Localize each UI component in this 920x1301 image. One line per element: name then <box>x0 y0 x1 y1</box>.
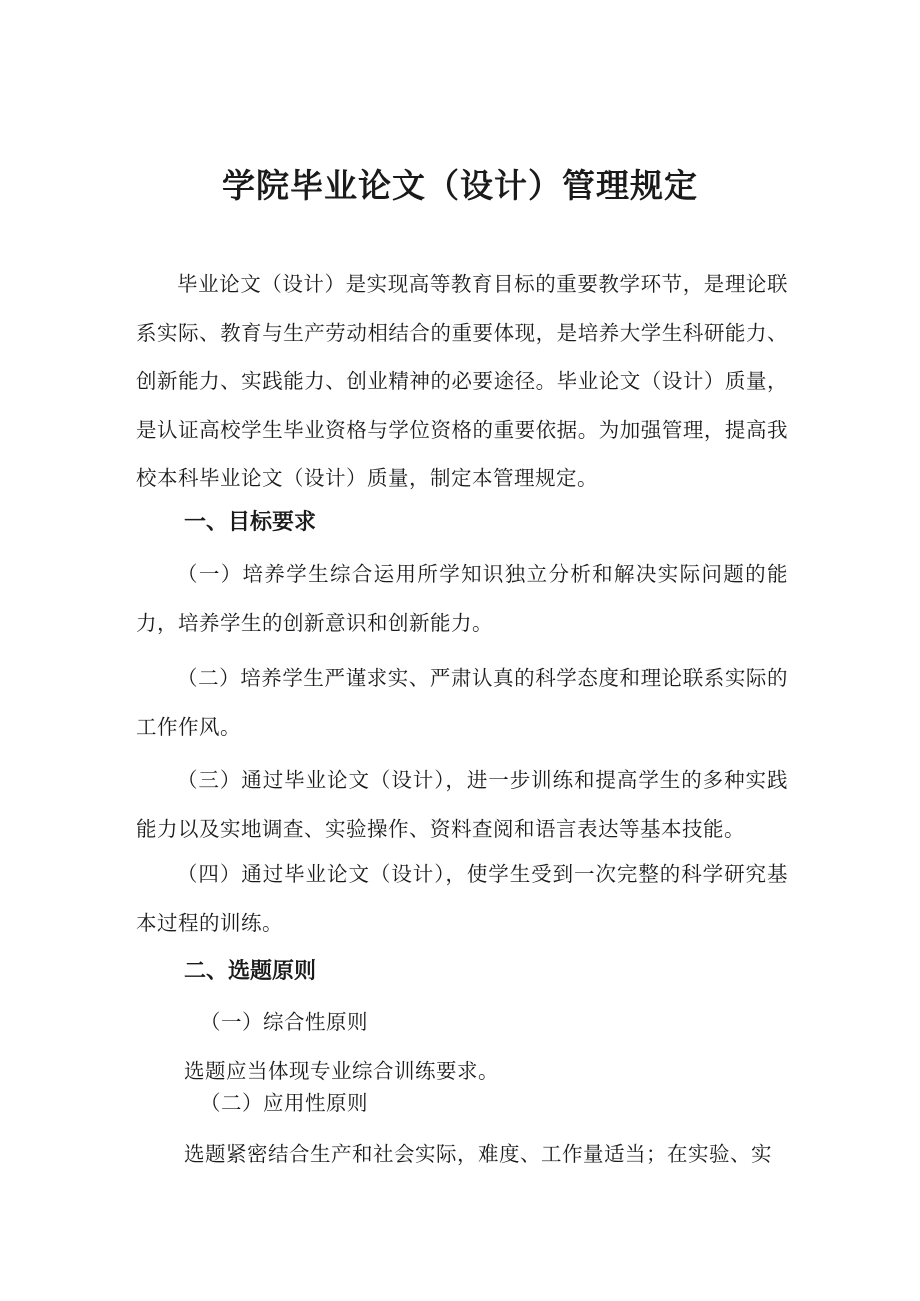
goal-item-2: （二）培养学生严谨求实、严肃认真的科学态度和理论联系实际的工作作风。 <box>136 666 788 739</box>
principle-1-title: （一）综合性原则 <box>200 1010 368 1034</box>
section-heading-topic-principles: 二、选题原则 <box>184 959 317 984</box>
principle-2-text: 选题紧密结合生产和社会实际，难度、工作量适当；在实验、实 <box>184 1142 772 1166</box>
goal-item-4: （四）通过毕业论文（设计），使学生受到一次完整的科学研究基本过程的训练。 <box>136 862 788 935</box>
section-heading-goals: 一、目标要求 <box>184 510 317 535</box>
goal-item-3: （三）通过毕业论文（设计），进一步训练和提高学生的多种实践能力以及实地调查、实验操作、资料查阅和语言表达等基本技能。 <box>136 768 788 841</box>
principle-1-text: 选题应当体现专业综合训练要求。 <box>184 1059 499 1083</box>
document-title: 学院毕业论文（设计）管理规定 <box>222 166 698 205</box>
goal-item-1: （一）培养学生综合运用所学知识独立分析和解决实际问题的能力，培养学生的创新意识和创新能力。 <box>136 562 788 635</box>
principle-2-title: （二）应用性原则 <box>200 1091 368 1115</box>
intro-paragraph: 毕业论文（设计）是实现高等教育目标的重要教学环节，是理论联系实际、教育与生产劳动相结合的重要体现，是培养大学生科研能力、创新能力、实践能力、创业精神的必要途径。毕业论文（设计）质量，是认证高校学生毕业资格与学位资格的重要依据。为加强管理，提高我校本科毕业论文（设计）质量，制定本管理规定。 <box>136 272 788 490</box>
